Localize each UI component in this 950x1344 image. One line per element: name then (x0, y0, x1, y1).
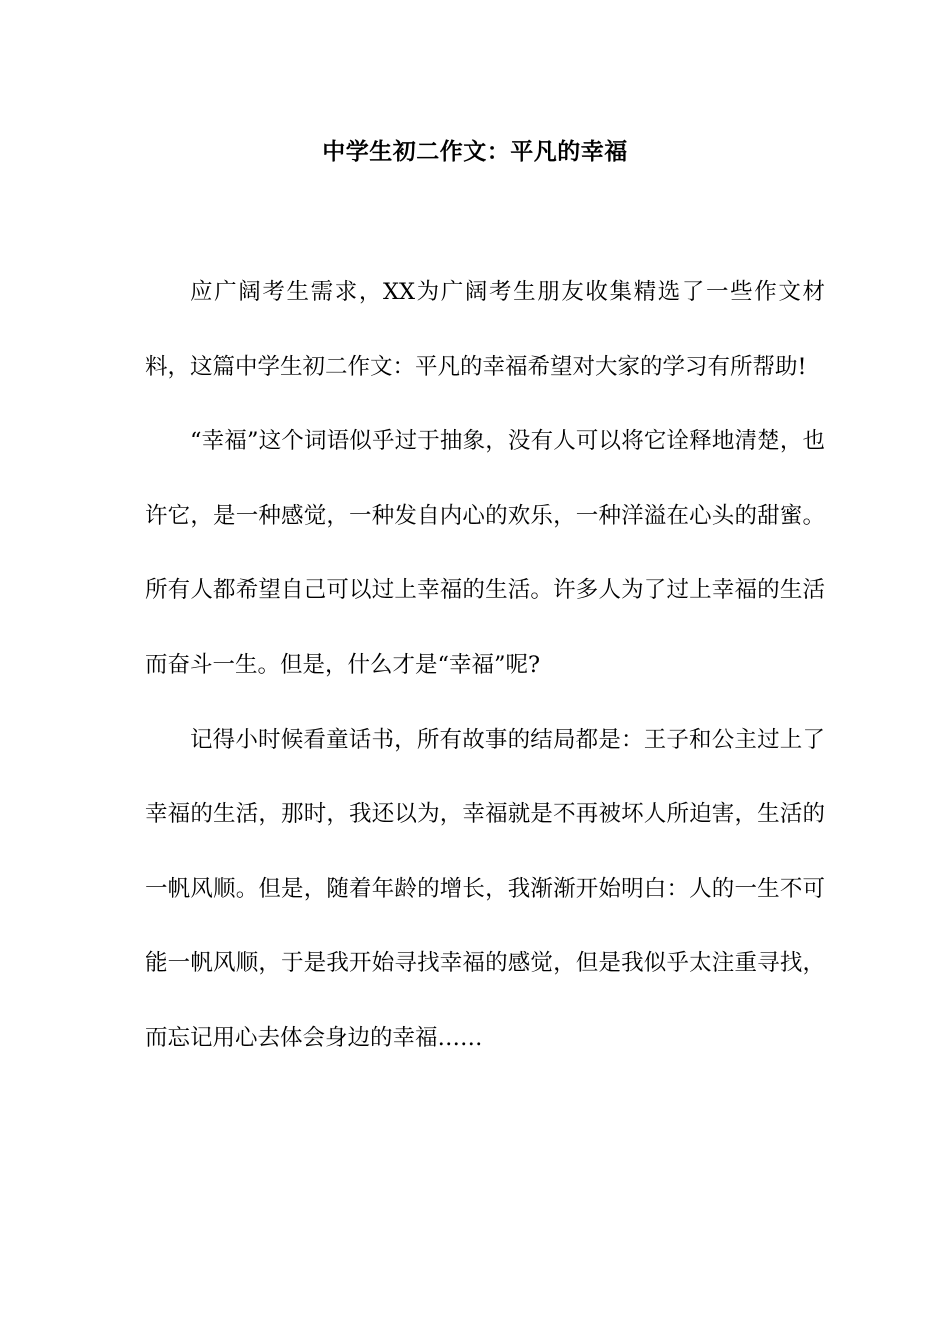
paragraph-childhood-memory: 记得小时候看童话书，所有故事的结局都是：王子和公主过上了幸福的生活，那时，我还以为，幸福就是不再被坏人所迫害，生活的一帆风顺。但是，随着年龄的增长，我渐渐开始明白：人的一生不可能一帆风顺，于是我开始寻找幸福的感觉，但是我似乎太注重寻找，而忘记用心去体会身边的幸福…… (145, 726, 825, 1051)
document-title: 中学生初二作文：平凡的幸福 (322, 138, 628, 165)
paragraph-intro: 应广阔考生需求，XX为广阔考生朋友收集精选了一些作文材料，这篇中学生初二作文：平凡的幸福希望对大家的学习有所帮助! (145, 279, 825, 380)
paragraph-happiness-definition: “幸福”这个词语似乎过于抽象，没有人可以将它诠释地清楚，也许它，是一种感觉，一种发自内心的欢乐，一种洋溢在心头的甜蜜。所有人都希望自己可以过上幸福的生活。许多人为了过上幸福的生活而奋斗一生。但是，什么才是“幸福”呢? (145, 428, 825, 678)
document-body (145, 255, 825, 1076)
